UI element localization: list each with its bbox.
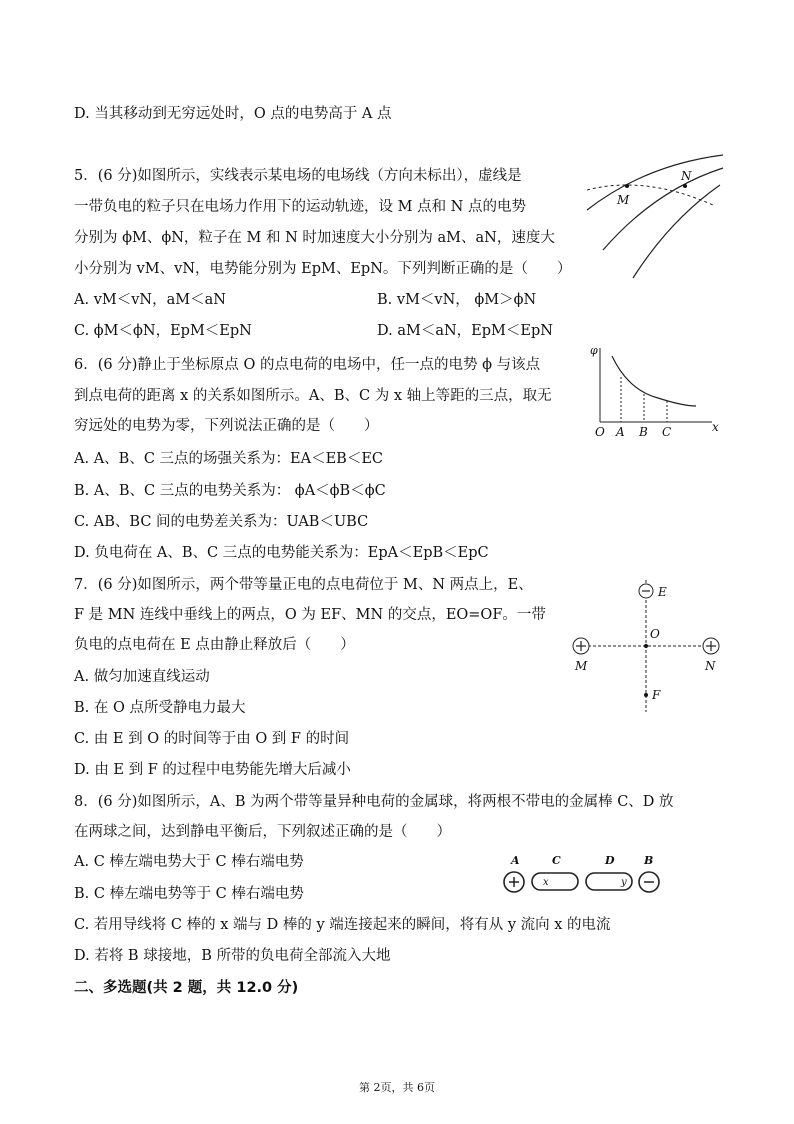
- q5-stem-line-1: 5．(6 分)如图所示，实线表示某电场的电场线（方向未标出），虚线是: [74, 168, 522, 184]
- q8-spheres-rods-figure: [498, 852, 668, 902]
- q8-stem-line-1: 8．(6 分)如图所示，A、B 为两个带等量异种电荷的金属球，将两根不带电的金属棒 C、D 放: [74, 794, 674, 810]
- label-a: A: [511, 854, 520, 867]
- section-2-title: 二、多选题(共 2 题，共 12.0 分): [74, 980, 299, 996]
- q5-stem-line-3: 分别为 ϕM、ϕN，粒子在 M 和 N 时加速度大小分别为 aM、aN，速度大: [74, 230, 555, 246]
- q7-option-a: A. 做匀加速直线运动: [74, 669, 210, 685]
- page-footer: 第 2页，共 6页: [359, 1081, 435, 1094]
- q6-stem-line-3: 穷远处的电势为零，下列说法正确的是（ ）: [74, 418, 379, 434]
- label-phi: φ: [590, 344, 598, 357]
- point-n: [683, 184, 687, 188]
- q7-charges-figure: [566, 570, 731, 720]
- q6-option-a: A. A、B、C 三点的场强关系为：EA＜EB＜EC: [74, 451, 383, 467]
- phi-curve: [612, 356, 696, 406]
- label-x: x: [712, 420, 719, 434]
- label-m: M: [617, 193, 630, 207]
- rod-c: [532, 873, 578, 890]
- label-d: D: [605, 854, 615, 867]
- q7-option-c: C. 由 E 到 O 的时间等于由 O 到 F 的时间: [74, 731, 350, 747]
- label-a: A: [616, 425, 625, 439]
- q6-stem-line-1: 6．(6 分)静止于坐标原点 O 的点电荷的电场中，任一点的电势 ϕ 与该点: [74, 357, 541, 373]
- q8-option-c: C. 若用导线将 C 棒的 x 端与 D 棒的 y 端连接起来的瞬间，将有从 y 流向 x 的电流: [74, 917, 611, 933]
- field-line-3: [633, 185, 720, 278]
- q8-option-d: D. 若将 B 球接地，B 所带的负电荷全部流入大地: [74, 948, 391, 964]
- q5-option-a: A. vM＜vN，aM＜aN: [74, 292, 226, 308]
- q5-stem-line-4: 小分别为 vM、vN，电势能分别为 EpM、EpN。下列判断正确的是（ ）: [74, 261, 572, 277]
- q6-potential-graph: [588, 340, 728, 440]
- label-n: N: [705, 659, 716, 673]
- q5-field-figure: [575, 150, 725, 280]
- q6-stem-line-2: 到点电荷的距离 x 的关系如图所示。A、B、C 为 x 轴上等距的三点，取无: [74, 388, 552, 404]
- q8-stem-line-2: 在两球之间，达到静电平衡后，下列叙述正确的是（ ）: [74, 824, 451, 840]
- q8-option-b: B. C 棒左端电势等于 C 棒右端电势: [74, 886, 304, 902]
- q8-option-a: A. C 棒左端电势大于 C 棒右端电势: [74, 854, 304, 870]
- q7-stem-line-2: F 是 MN 连线中垂线上的两点，O 为 EF、MN 的交点，EO=OF。一带: [74, 607, 546, 623]
- q5-option-c: C. ϕM＜ϕN，EpM＜EpN: [74, 323, 252, 339]
- q6-option-d: D. 负电荷在 A、B、C 三点的电势能关系为：EpA＜EpB＜EpC: [74, 545, 489, 561]
- label-n: N: [681, 169, 692, 183]
- q5-option-b: B. vM＜vN， ϕM＞ϕN: [377, 292, 537, 308]
- q7-stem-line-3: 负电的点电荷在 E 点由静止释放后（ ）: [74, 637, 355, 653]
- label-e: E: [658, 585, 667, 599]
- q6-option-b: B. A、B、C 三点的电势关系为： ϕA＜ϕB＜ϕC: [74, 483, 386, 499]
- q5-stem-line-2: 一带负电的粒子只在电场力作用下的运动轨迹，设 M 点和 N 点的电势: [74, 199, 526, 215]
- label-c: C: [662, 425, 672, 439]
- label-x: x: [543, 877, 549, 888]
- q7-option-b: B. 在 O 点所受静电力最大: [74, 700, 246, 716]
- label-y: y: [621, 877, 627, 888]
- q5-option-d: D. aM＜aN，EpM＜EpN: [377, 323, 553, 339]
- point-m: [625, 184, 629, 188]
- label-m: M: [575, 659, 588, 673]
- q6-option-c: C. AB、BC 间的电势差关系为：UAB＜UBC: [74, 514, 369, 530]
- label-c: C: [552, 854, 561, 867]
- q7-option-d: D. 由 E 到 F 的过程中电势能先增大后减小: [74, 762, 351, 778]
- label-o: O: [595, 425, 605, 439]
- label-f: F: [652, 688, 661, 702]
- label-b: B: [639, 425, 648, 439]
- q4-option-d: D. 当其移动到无穷远处时，O 点的电势高于 A 点: [74, 106, 392, 122]
- q7-stem-line-1: 7．(6 分)如图所示，两个带等量正电的点电荷位于 M、N 两点上，E、: [74, 577, 533, 593]
- point-f: [644, 693, 648, 697]
- point-o: [644, 644, 648, 648]
- label-o: O: [650, 627, 660, 641]
- label-b: B: [644, 854, 654, 867]
- trajectory-dashed: [587, 185, 713, 205]
